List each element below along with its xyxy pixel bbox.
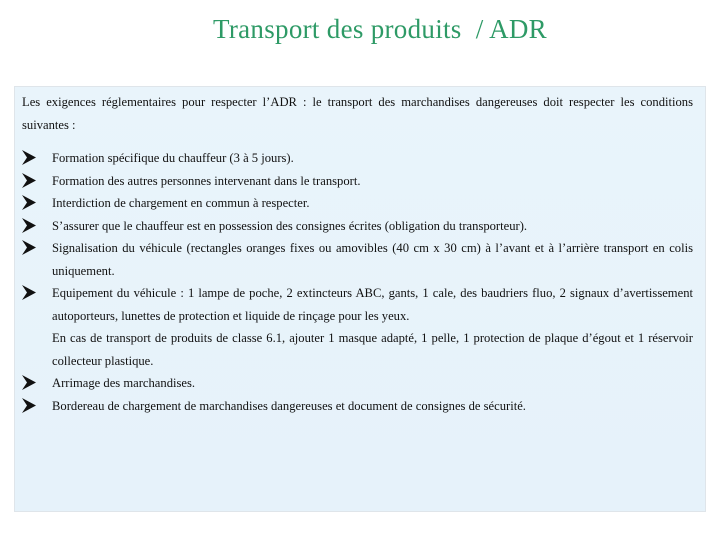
class-6-1-note: En cas de transport de produits de classe 6.1, ajouter 1 masque adapté, 1 pelle, 1 protection de plaque d’égout et 1 réservoir collecteur plastique. <box>52 331 693 368</box>
list-item <box>22 147 693 170</box>
list-item-text: Arrimage des marchandises. <box>52 376 196 390</box>
list-item <box>22 192 693 215</box>
arrowhead-bullet-icon <box>22 240 36 255</box>
arrowhead-bullet-icon <box>22 218 36 233</box>
arrowhead-bullet-icon <box>22 375 36 390</box>
arrowhead-bullet-icon <box>22 150 36 165</box>
list-item <box>22 170 693 193</box>
page-title: Transport des produits / ADR <box>213 14 547 44</box>
list-item <box>22 282 693 327</box>
list-item-text: Equipement du véhicule : 1 lampe de poche, 2 extincteurs ABC, gants, 1 cale, des baudriers fluo, 2 signaux d’avertissement autoporteurs, lunettes de protection et liquide de rinçage pour les yeux. <box>52 286 693 323</box>
list-item-text: Signalisation du véhicule (rectangles oranges fixes ou amovibles (40 cm x 30 cm) à l’avant et à l’arrière transport en colis uniquement. <box>52 241 693 278</box>
list-item-text: Bordereau de chargement de marchandises dangereuses et document de consignes de sécurité. <box>52 398 526 413</box>
list-item <box>22 395 693 418</box>
arrowhead-bullet-icon <box>22 285 36 300</box>
arrowhead-bullet-icon <box>22 398 36 413</box>
list-item <box>22 372 693 395</box>
requirements-list-continued <box>22 372 693 417</box>
list-item <box>22 237 693 282</box>
intro-paragraph: Les exigences réglementaires pour respecter l’ADR : le transport des marchandises dangereuses doit respecter les conditions suivantes : <box>22 95 693 132</box>
arrowhead-bullet-icon <box>22 195 36 210</box>
list-item-text: Formation des autres personnes intervenant dans le transport. <box>52 173 361 188</box>
content-box <box>14 86 706 512</box>
list-item-text: Interdiction de chargement en commun à respecter. <box>52 196 310 210</box>
requirements-list <box>22 147 693 327</box>
arrowhead-bullet-icon <box>22 173 36 188</box>
list-item-text: Formation spécifique du chauffeur (3 à 5 jours). <box>52 151 294 165</box>
list-item <box>22 215 693 238</box>
list-item-text: S’assurer que le chauffeur est en possession des consignes écrites (obligation du transporteur). <box>52 218 528 233</box>
